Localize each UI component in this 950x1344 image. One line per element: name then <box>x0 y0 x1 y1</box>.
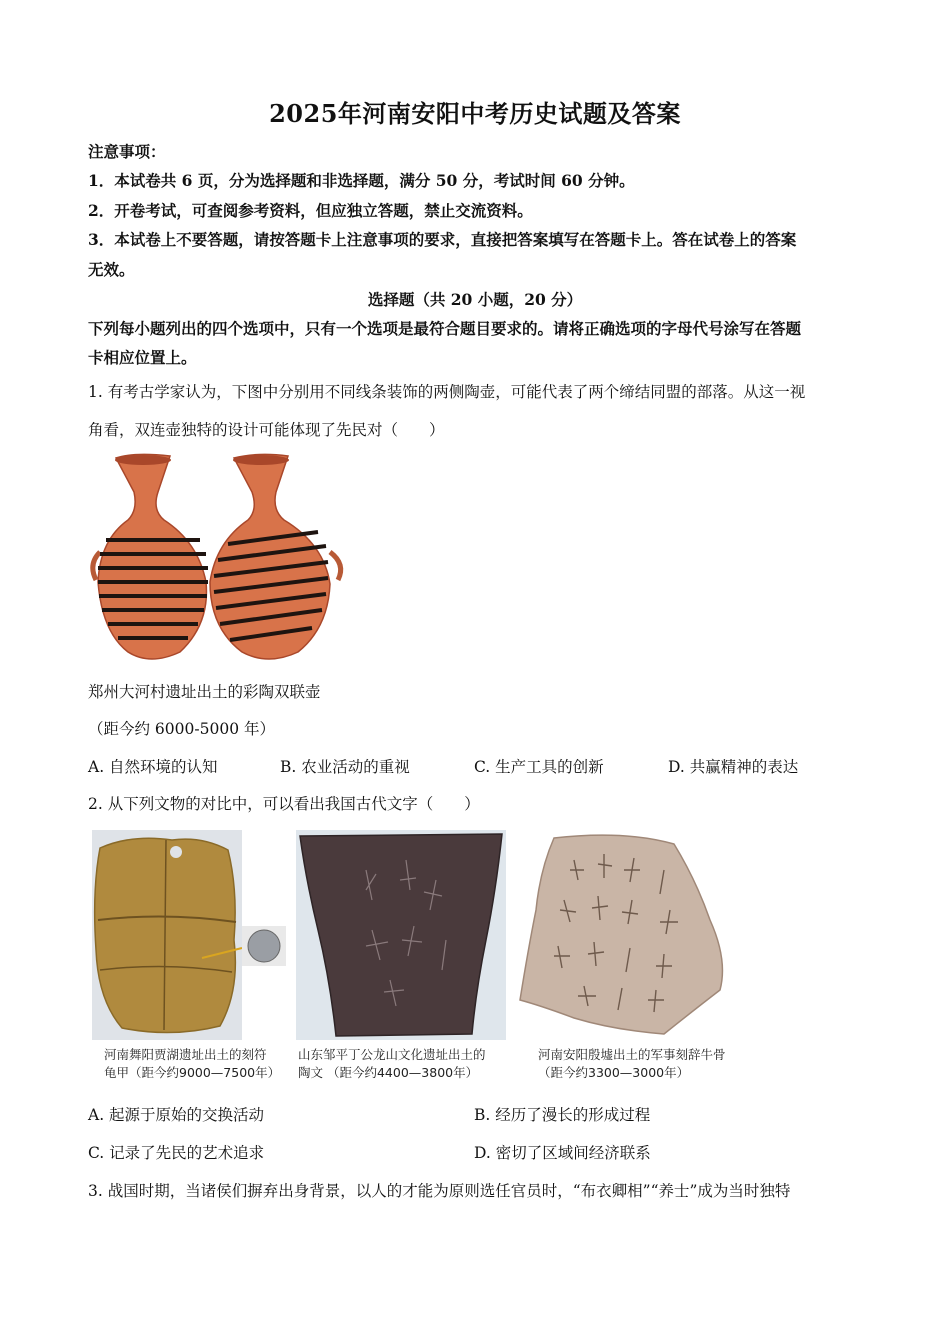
q1-option-b[interactable]: B. 农业活动的重视 <box>280 758 410 776</box>
q1-caption-date: （距今约 6000-5000 年） <box>88 720 275 738</box>
page-title: 2025年河南安阳中考历史试题及答案 <box>269 99 681 128</box>
q1-option-a[interactable]: A. 自然环境的认知 <box>88 758 218 776</box>
q1-option-d[interactable]: D. 共赢精神的表达 <box>668 758 799 776</box>
q2-option-c[interactable]: C. 记录了先民的艺术追求 <box>88 1144 265 1162</box>
section-instructions-cont: 卡相应位置上。 <box>88 348 197 367</box>
q2-figure-2-caption: 山东邹平丁公龙山文化遗址出土的 陶文 （距今约4400—3800年） <box>298 1047 486 1080</box>
notice-3-cont: 无效。 <box>88 260 135 279</box>
section-instructions: 下列每小题列出的四个选项中，只有一个选项是最符合题目要求的。请将正确选项的字母代号涂写在答题 <box>88 319 802 338</box>
notice-1: 1．本试卷共 6 页，分为选择题和非选择题，满分 50 分，考试时间 60 分钟。 <box>88 171 635 190</box>
q2-figure-3-caption: 河南安阳殷墟出土的军事刻辞牛骨 （距今约3300—3000年） <box>538 1047 726 1080</box>
q1-stem: 1. 有考古学家认为，下图中分别用不同线条装饰的两侧陶壶，可能代表了两个缔结同盟的部落。从这一视 <box>88 383 806 401</box>
notice-heading: 注意事项： <box>88 142 166 161</box>
q2-option-b[interactable]: B. 经历了漫长的形成过程 <box>474 1106 651 1124</box>
notice-3: 3．本试卷上不要答题，请按答题卡上注意事项的要求，直接把答案填写在答题卡上。答在试卷上的答案 <box>88 230 797 249</box>
section-title: 选择题（共 20 小题，20 分） <box>367 290 583 309</box>
notice-2: 2．开卷考试，可查阅参考资料，但应独立答题，禁止交流资料。 <box>88 201 533 220</box>
q2-stem: 2. 从下列文物的对比中，可以看出我国古代文字（ ） <box>88 795 480 813</box>
pottery-inscription-image <box>296 830 506 1040</box>
q2-option-d[interactable]: D. 密切了区域间经济联系 <box>474 1144 651 1162</box>
q2-figure-1-caption: 河南舞阳贾湖遗址出土的刻符 龟甲（距今约9000—7500年） <box>104 1047 281 1080</box>
q1-stem-cont: 角看，双连壶独特的设计可能体现了先民对（ ） <box>88 421 445 439</box>
q3-stem: 3. 战国时期，当诸侯们摒弃出身背景，以人的才能为原则选任官员时，“布衣卿相”“养士”成为当时独特 <box>88 1182 791 1200</box>
q1-caption: 郑州大河村遗址出土的彩陶双联壶 <box>88 683 321 701</box>
q2-option-a[interactable]: A. 起源于原始的交换活动 <box>88 1106 265 1124</box>
tortoise-shell-image <box>92 830 288 1040</box>
q1-option-c[interactable]: C. 生产工具的创新 <box>474 758 604 776</box>
double-pot-image <box>88 452 350 668</box>
oracle-bone-image <box>514 830 734 1040</box>
